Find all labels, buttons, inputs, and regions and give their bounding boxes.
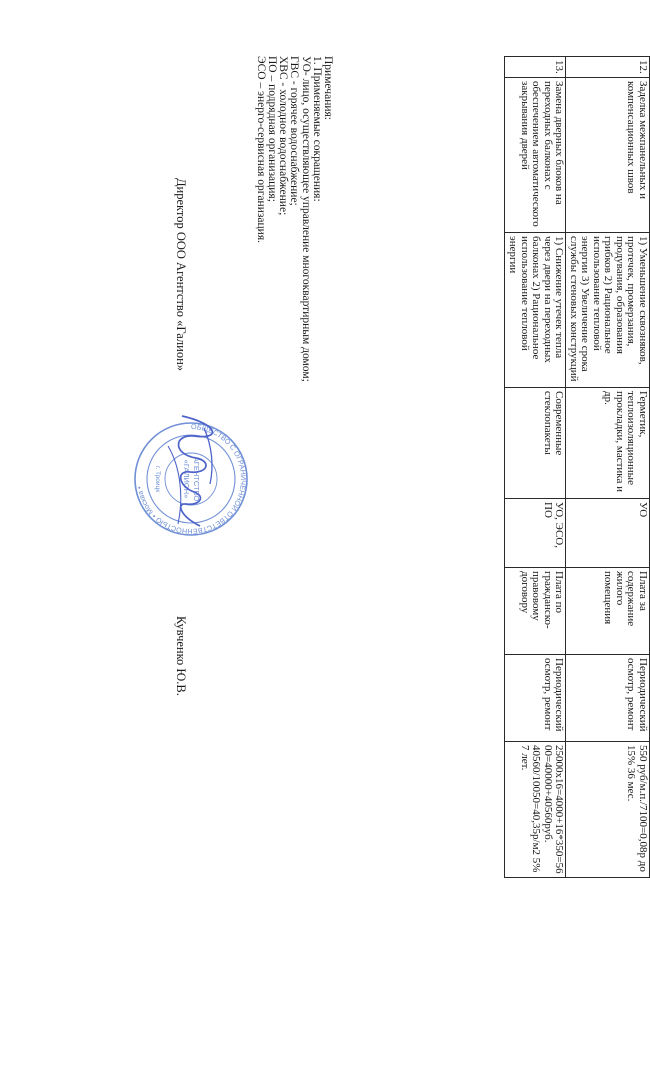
- measure-calculation: 550 руб/м.п./7100=0,08р до 15% 36 мес.: [566, 742, 650, 878]
- table-row: [566, 57, 650, 878]
- note-line: ПО – подрядная организация;: [265, 56, 278, 202]
- measure-goals: 1) Снижение утечек тепла через двери на переходных балконах 2) Рациональное использование тепловой энергии: [505, 233, 566, 388]
- note-line: ЭСО – энерго-сервисная организация.: [254, 56, 267, 243]
- row-number: 12.: [566, 57, 650, 78]
- signer-name: Кувченко Ю.В.: [174, 616, 188, 696]
- director-title: Директор ООО Агентство «Галион»: [174, 178, 188, 372]
- measure-executor: УО, ЭСО, ПО: [505, 499, 566, 568]
- note-line: ГВС - горячее водоснабжение;: [288, 56, 301, 206]
- measure-name: Замена дверных блоков на переходных балконах с обеспечением автоматического закрывания дверей: [505, 78, 566, 233]
- measure-name: Заделка межпанельных и компенсационных швов: [566, 78, 650, 233]
- measure-calculation: 25000х16=4000+16*350=56 00=40000+40560руб. 40560/10050=40,35р/м2 5% 7 лет.: [505, 742, 566, 878]
- measure-materials: Герметик, теплоизоляционные прокладки, мастика и др.: [566, 388, 650, 499]
- stamp-inner-text-1: АГЕНТСТВО: [192, 456, 201, 502]
- measure-control: Периодический осмотр, ремонт: [505, 655, 566, 742]
- notes-title: Примечания:: [322, 56, 334, 120]
- measure-funding-source: Плата за содержание жилого помещения: [566, 568, 650, 655]
- measure-funding-source: Плата по гражданско-правовому договору: [505, 568, 566, 655]
- table-row: [505, 57, 566, 878]
- measure-executor: УО: [566, 499, 650, 568]
- measures-table: [504, 56, 650, 878]
- note-line: УО- лицо, осуществляющее управление многоквартирным домом;: [299, 56, 312, 382]
- row-number: 13.: [505, 57, 566, 78]
- note-line: 1. Применяемые сокращения:: [310, 56, 323, 202]
- stamp-bottom-text: г. Троицк: [154, 465, 161, 493]
- note-line: ХВС - холодное водоснабжение;: [277, 56, 290, 216]
- stamp-outer-text: ОБЩЕСТВО С ОГРАНИЧЕННОЙ ОТВЕТСТВЕННОСТЬЮ • Москва •: [134, 421, 249, 537]
- measure-control: Периодический осмотр, ремонт: [566, 655, 650, 742]
- handwritten-signature: [160, 406, 230, 536]
- measure-materials: Современные стеклопакеты: [505, 388, 566, 499]
- measure-goals: 1) Уменьшение сквозняков, протечек, промерзания, продувания, образования грибков 2) Рациональное использование тепловой энергии 3) Увеличение срока службы стеновых конструкций: [566, 233, 650, 388]
- notes-section: [255, 56, 333, 382]
- stamp-inner-text-2: «ГАЛИОН»: [182, 459, 191, 499]
